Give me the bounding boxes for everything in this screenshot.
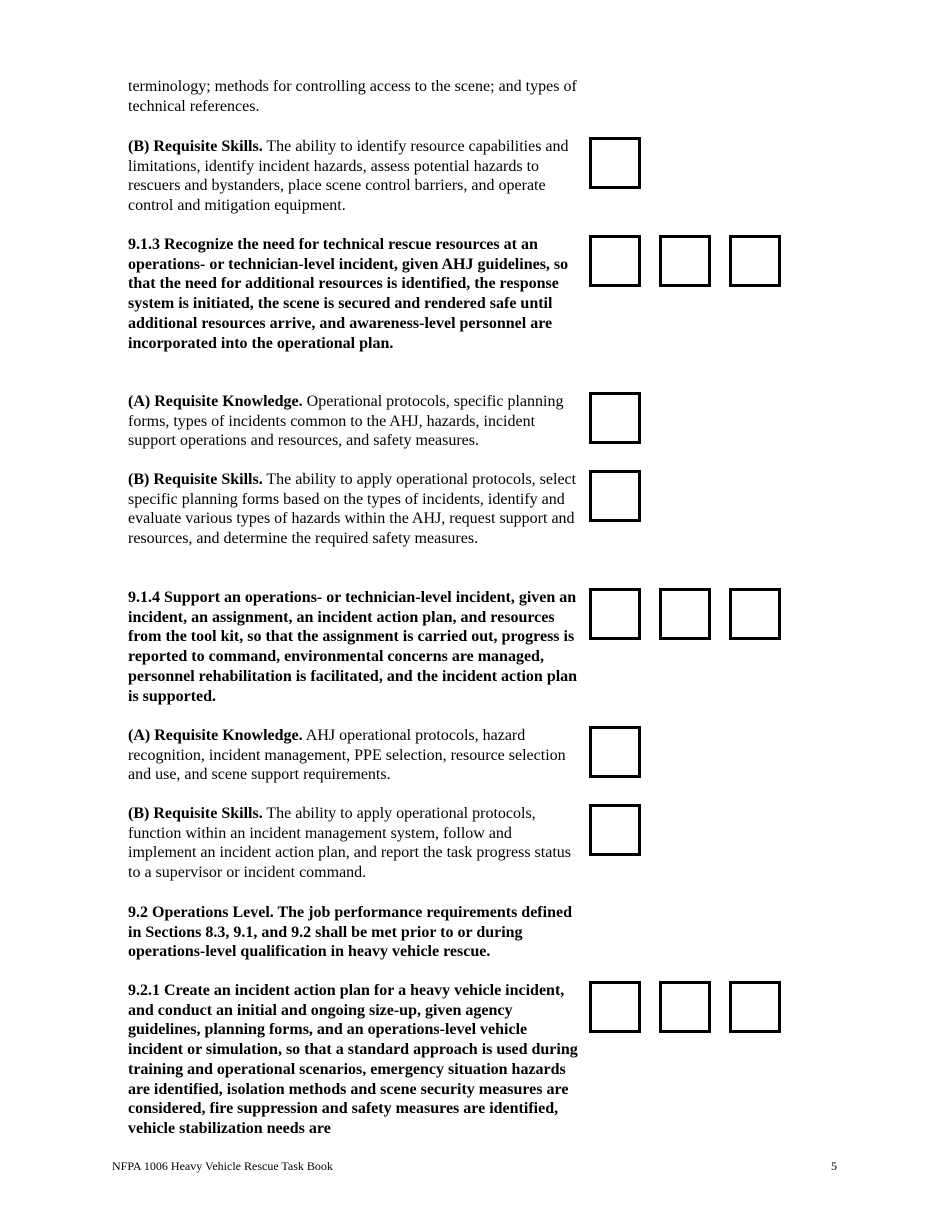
checkbox[interactable] — [729, 981, 781, 1033]
checkbox[interactable] — [589, 726, 641, 778]
checkbox[interactable] — [589, 804, 641, 856]
requisite-knowledge-paragraph — [128, 392, 578, 451]
checkbox[interactable] — [589, 588, 641, 640]
requisite-skills-paragraph — [128, 137, 578, 216]
requisite-skills-text: The ability to apply operational protocols, function within an incident management system, follow and implement an incident action plan, and report the task progress status to a supervisor or incident command. — [128, 805, 571, 882]
section-9-2: 9.2 Operations Level. The job performance requirements defined in Sections 8.3, 9.1, and 9.2 shall be met prior to or during operations-level qualification in heavy vehicle rescue. — [128, 904, 572, 961]
requisite-skills-text: The ability to apply operational protocols, select specific planning forms based on the types of incidents, identify and evaluate various types of hazards within the AHJ, request support and resources, and determine the required safety measures. — [128, 471, 577, 548]
requisite-skills-text: The ability to identify resource capabilities and limitations, identify incident hazards, assess potential hazards to rescuers and bystanders, place scene control barriers, and operate control and mitigation equipment. — [128, 138, 569, 215]
requisite-skills-label: (B) Requisite Skills. — [128, 805, 263, 822]
footer-title: NFPA 1006 Heavy Vehicle Rescue Task Book — [112, 1159, 333, 1173]
requisite-knowledge-paragraph — [128, 726, 578, 785]
page-number: 5 — [831, 1159, 837, 1173]
checkbox[interactable] — [589, 392, 641, 444]
requisite-skills-paragraph — [128, 470, 578, 549]
requisite-knowledge-label: (A) Requisite Knowledge. — [128, 393, 303, 410]
checkbox[interactable] — [589, 137, 641, 189]
requisite-knowledge-label: (A) Requisite Knowledge. — [128, 727, 303, 744]
checkbox[interactable] — [659, 588, 711, 640]
checkbox[interactable] — [729, 235, 781, 287]
checkbox[interactable] — [659, 235, 711, 287]
section-9-1-3: 9.1.3 Recognize the need for technical rescue resources at an operations- or technician-level incident, given AHJ guidelines, so that the need for additional resources is identified, the response system is initiated, the scene is secured and rendered safe until additional resources arrive, and awareness-level personnel are incorporated into the operational plan. — [128, 236, 569, 352]
requisite-skills-label: (B) Requisite Skills. — [128, 138, 263, 155]
continued-paragraph: terminology; methods for controlling access to the scene; and types of technical references. — [128, 78, 577, 115]
section-9-2-1: 9.2.1 Create an incident action plan for a heavy vehicle incident, and conduct an initial and ongoing size-up, given agency guidelines, planning forms, and an operations-level vehicle incident or simulation, so that a standard approach is used during training and operational scenarios, emergency situation hazards are identified, isolation methods and scene security measures are considered, fire suppression and safety measures are identified, vehicle stabilization needs are — [128, 982, 578, 1137]
requisite-skills-label: (B) Requisite Skills. — [128, 471, 263, 488]
checkbox[interactable] — [729, 588, 781, 640]
checkbox[interactable] — [589, 470, 641, 522]
requisite-knowledge-text: AHJ operational protocols, hazard recognition, incident management, PPE selection, resource selection and use, and scene support requirements. — [128, 727, 566, 784]
requisite-knowledge-text: Operational protocols, specific planning forms, types of incidents common to the AHJ, hazards, incident support operations and resources, and safety measures. — [128, 393, 564, 450]
checkbox[interactable] — [659, 981, 711, 1033]
checkbox[interactable] — [589, 981, 641, 1033]
requisite-skills-paragraph — [128, 804, 578, 883]
section-9-1-4: 9.1.4 Support an operations- or technician-level incident, given an incident, an assignment, an incident action plan, and resources from the tool kit, so that the assignment is carried out, progress is reported to command, environmental concerns are managed, personnel rehabilitation is facilitated, and the incident action plan is supported. — [128, 589, 578, 705]
checkbox[interactable] — [589, 235, 641, 287]
